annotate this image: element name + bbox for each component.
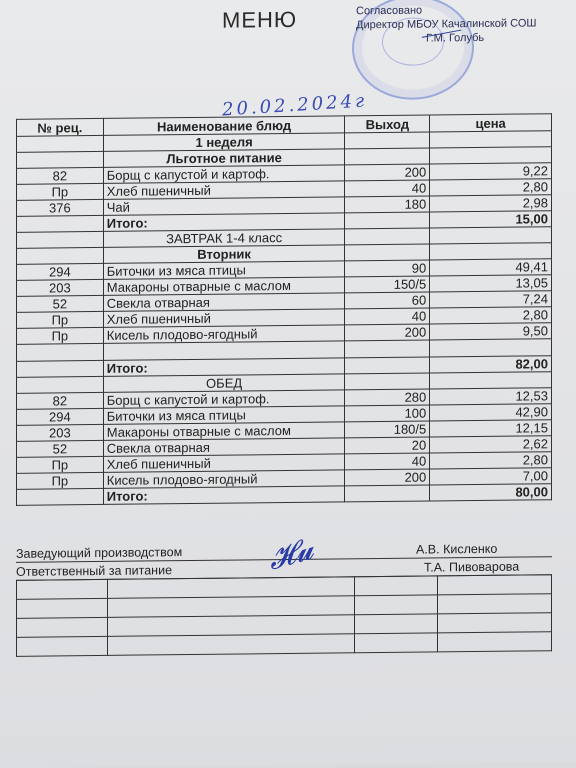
dish-name: Кисель плодово-ягодный bbox=[103, 325, 345, 344]
total-code-cell bbox=[17, 360, 104, 377]
dish-output: 200 bbox=[345, 164, 430, 181]
section-price-cell bbox=[430, 131, 552, 148]
recipe-code: 294 bbox=[17, 263, 104, 280]
recipe-code: 52 bbox=[17, 295, 104, 312]
approval-line-3: Г.М. Голубь bbox=[426, 31, 485, 45]
menu-table bbox=[16, 113, 552, 506]
recipe-code: 52 bbox=[17, 440, 104, 457]
recipe-code: 376 bbox=[17, 199, 104, 216]
dish-output: 40 bbox=[345, 453, 430, 470]
page-title: МЕНЮ bbox=[222, 6, 298, 33]
section-title: ЗАВТРАК 1-4 класс bbox=[103, 229, 345, 248]
blank-cell bbox=[17, 343, 104, 361]
recipe-code: Пр bbox=[17, 311, 104, 328]
header-output: Выход bbox=[345, 115, 430, 133]
recipe-code: Пр bbox=[17, 327, 104, 344]
dish-name: Макароны отварные с маслом bbox=[103, 422, 345, 441]
blank-grid bbox=[16, 574, 552, 657]
dish-name: Хлеб пшеничный bbox=[103, 181, 345, 200]
recipe-code: 203 bbox=[17, 279, 104, 296]
dish-output: 100 bbox=[345, 405, 430, 422]
section-code-cell bbox=[17, 135, 104, 152]
section-output-cell bbox=[345, 132, 430, 149]
total-price: 15,00 bbox=[430, 211, 552, 228]
section-price-cell bbox=[430, 243, 552, 260]
section-title: Вторник bbox=[103, 245, 345, 264]
dish-price: 49,41 bbox=[430, 259, 552, 276]
dish-price: 42,90 bbox=[430, 404, 552, 421]
blank-cell bbox=[430, 339, 552, 357]
section-price-cell bbox=[430, 372, 552, 389]
dish-name: Борщ с капустой и картоф. bbox=[103, 165, 345, 184]
section-title: 1 неделя bbox=[103, 133, 345, 152]
header-dish: Наименование блюд bbox=[103, 116, 345, 136]
dish-price: 12,53 bbox=[430, 388, 552, 405]
dish-price: 2,98 bbox=[430, 195, 552, 212]
section-code-cell bbox=[17, 247, 104, 264]
dish-price: 2,80 bbox=[430, 179, 552, 196]
responsible-name: Т.А. Пивоварова bbox=[424, 559, 520, 575]
dish-output: 90 bbox=[345, 260, 430, 277]
dish-price: 2,80 bbox=[430, 452, 552, 469]
dish-name: Чай bbox=[103, 197, 345, 216]
dish-price: 9,50 bbox=[430, 323, 552, 340]
dish-price: 7,00 bbox=[430, 468, 552, 485]
total-code-cell bbox=[17, 488, 104, 505]
recipe-code: Пр bbox=[17, 183, 104, 200]
section-code-cell bbox=[17, 231, 104, 248]
total-output-cell bbox=[345, 485, 430, 502]
dish-name: Хлеб пшеничный bbox=[103, 309, 345, 328]
dish-output: 200 bbox=[345, 324, 430, 341]
dish-output: 200 bbox=[345, 469, 430, 486]
responsible-label: Ответственный за питание bbox=[16, 563, 173, 579]
dish-name: Биточки из мяса птицы bbox=[103, 406, 345, 425]
dish-name: Биточки из мяса птицы bbox=[103, 261, 345, 280]
total-output-cell bbox=[345, 357, 430, 374]
dish-output: 40 bbox=[345, 308, 430, 325]
header-code: № рец. bbox=[17, 118, 104, 136]
dish-price: 7,24 bbox=[430, 291, 552, 308]
section-code-cell bbox=[17, 376, 104, 393]
header-price: цена bbox=[430, 114, 552, 132]
dish-name: Борщ с капустой и картоф. bbox=[103, 390, 345, 409]
dish-name: Свекла отварная bbox=[103, 438, 345, 457]
dish-price: 13,05 bbox=[430, 275, 552, 292]
dish-name: Кисель плодово-ягодный bbox=[103, 470, 345, 489]
recipe-code: 82 bbox=[17, 392, 104, 409]
section-title: ОБЕД bbox=[103, 374, 345, 393]
dish-name: Макароны отварные с маслом bbox=[103, 277, 345, 296]
approval-line-2: Директор МБОУ Качалинской СОШ bbox=[356, 17, 537, 32]
recipe-code: Пр bbox=[17, 472, 104, 489]
total-label: Итого: bbox=[103, 213, 345, 232]
dish-output: 150/5 bbox=[345, 276, 430, 293]
dish-name: Хлеб пшеничный bbox=[103, 454, 345, 473]
total-price: 82,00 bbox=[430, 356, 552, 373]
total-label: Итого: bbox=[103, 358, 345, 377]
dish-price: 9,22 bbox=[430, 163, 552, 180]
recipe-code: 203 bbox=[17, 424, 104, 441]
dish-price: 2,62 bbox=[430, 436, 552, 453]
dish-output: 20 bbox=[345, 437, 430, 454]
dish-output: 280 bbox=[345, 389, 430, 406]
dish-output: 180/5 bbox=[345, 421, 430, 438]
head-of-production-name: А.В. Кисленко bbox=[416, 541, 498, 557]
recipe-code: Пр bbox=[17, 456, 104, 473]
total-code-cell bbox=[17, 215, 104, 232]
dish-output: 60 bbox=[345, 292, 430, 309]
section-title: Льготное питание bbox=[103, 149, 345, 168]
total-output-cell bbox=[345, 212, 430, 229]
section-output-cell bbox=[345, 228, 430, 245]
handwritten-signature: 𝓗𝓾 bbox=[264, 531, 318, 578]
handwritten-date: 20.02.2024г bbox=[221, 90, 368, 121]
section-price-cell bbox=[430, 227, 552, 244]
section-output-cell bbox=[345, 148, 430, 165]
total-label: Итого: bbox=[103, 486, 345, 505]
section-price-cell bbox=[430, 147, 552, 164]
total-price: 80,00 bbox=[430, 484, 552, 501]
recipe-code: 294 bbox=[17, 408, 104, 425]
dish-name: Свекла отварная bbox=[103, 293, 345, 312]
recipe-code: 82 bbox=[17, 167, 104, 184]
section-output-cell bbox=[345, 373, 430, 390]
blank-cell bbox=[345, 340, 430, 358]
dish-output: 40 bbox=[345, 180, 430, 197]
dish-output: 180 bbox=[345, 196, 430, 213]
approval-line-1: Согласовано bbox=[356, 4, 423, 18]
section-code-cell bbox=[17, 151, 104, 168]
section-output-cell bbox=[345, 244, 430, 261]
dish-price: 2,80 bbox=[430, 307, 552, 324]
head-of-production-label: Заведующий производством bbox=[16, 545, 183, 561]
dish-price: 12,15 bbox=[430, 420, 552, 437]
